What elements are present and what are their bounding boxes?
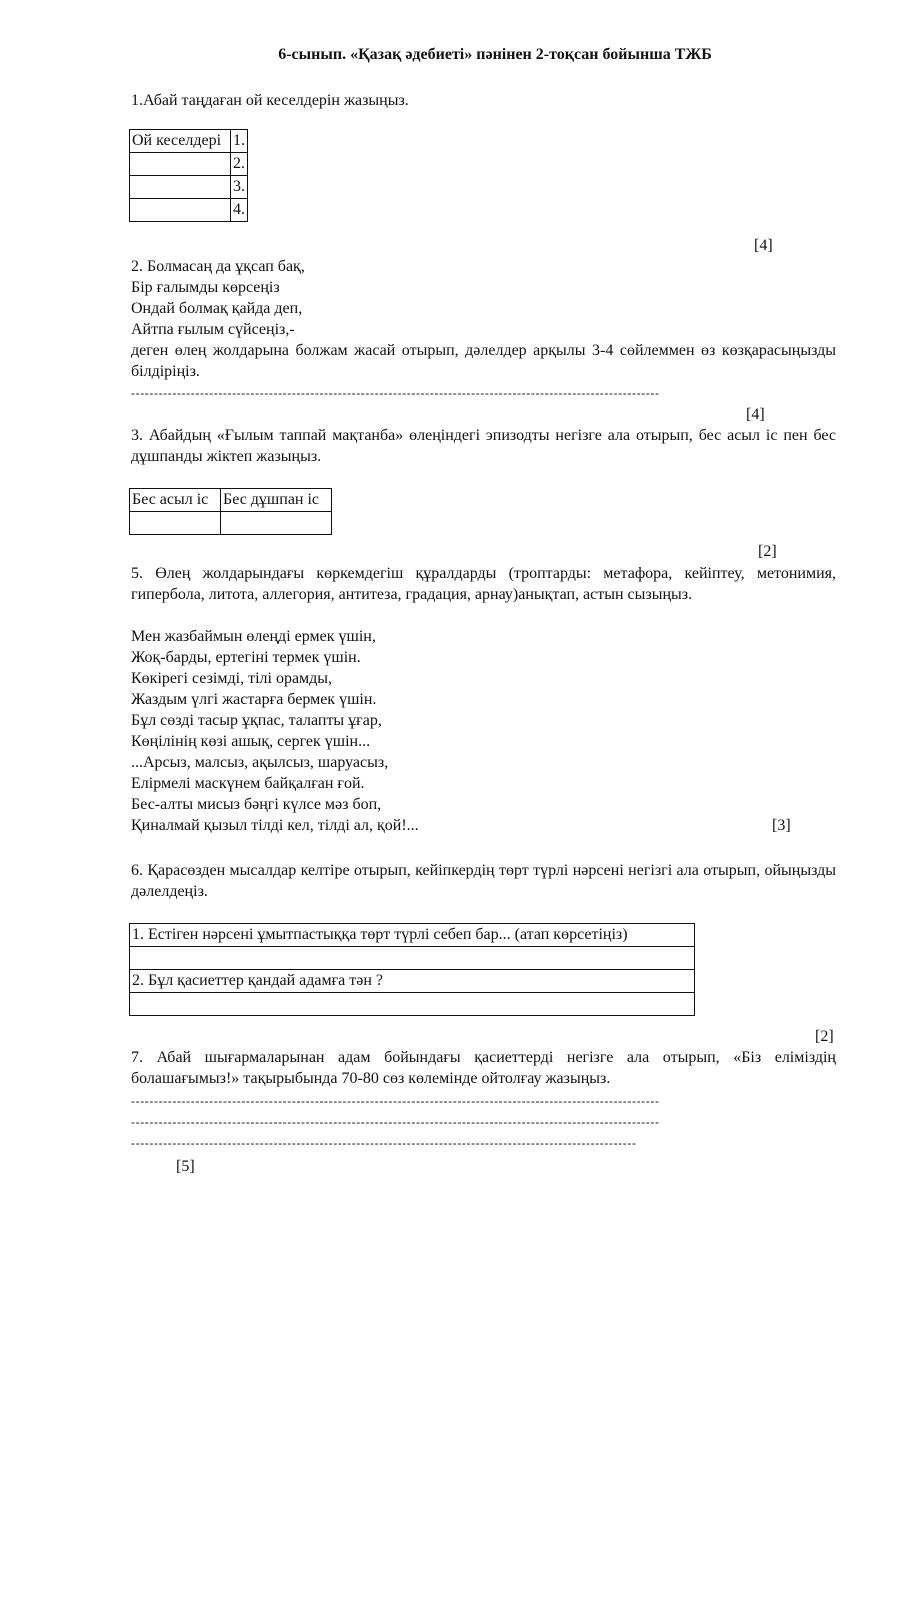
q2-instruction: деген өлең жолдарына болжам жасай отырып, дәлелдер арқылы 3-4 сөйлеммен өз көзқарасыңызды білдіріңіз. bbox=[131, 342, 836, 380]
q1-answer-cell[interactable] bbox=[130, 199, 231, 222]
q6-answer-cell[interactable] bbox=[130, 947, 695, 970]
q3-col1-header: Бес асыл іс bbox=[130, 489, 221, 512]
q2-poem-line: Ондай болмақ қайда деп, bbox=[131, 300, 303, 317]
q6-answer-cell[interactable] bbox=[130, 993, 695, 1016]
q5-poem-line: Жаздым үлгі жастарға бермек үшін. bbox=[131, 691, 377, 708]
q5-poem-line: Мен жазбаймын өлеңді ермек үшін, bbox=[131, 628, 376, 645]
q1-answer-cell[interactable] bbox=[130, 176, 231, 199]
q7-answer-line[interactable]: -------------------------------------------------------------------------------------------------------------- bbox=[131, 1136, 637, 1150]
q2-score: [4] bbox=[746, 406, 765, 423]
q6-prompt-row: 1. Естіген нәрсені ұмытпастыққа төрт түрлі себеп бар... (атап көрсетіңіз) bbox=[130, 924, 695, 947]
q5-poem-line: Бес-алты мисыз бәңгі күлсе мәз боп, bbox=[131, 796, 382, 813]
page-title: 6-сынып. «Қазақ әдебиеті» пәнінен 2-тоқсан бойынша ТЖБ bbox=[278, 46, 712, 63]
q5-poem-line: Көкірегі сезімді, тілі орамды, bbox=[131, 670, 333, 687]
q3-answer-cell[interactable] bbox=[221, 512, 332, 535]
q6-score: [2] bbox=[815, 1028, 834, 1045]
q1-text: 1.Абай таңдаған ой кеселдерін жазыңыз. bbox=[131, 92, 409, 109]
q5-poem-line: Қиналмай қызыл тілді кел, тілді ал, қой!... bbox=[131, 817, 419, 834]
q5-score: [3] bbox=[772, 817, 791, 834]
q1-table-header: Ой кеселдері bbox=[130, 130, 231, 153]
q1-row-number: 4. bbox=[231, 199, 248, 222]
q6-prompt-row: 2. Бұл қасиеттер қандай адамға тән ? bbox=[130, 970, 695, 993]
q6-table bbox=[129, 923, 695, 1016]
q1-row-number: 3. bbox=[231, 176, 248, 199]
q2-poem-line: Айтпа ғылым сүйсеңіз,- bbox=[131, 321, 295, 338]
q1-table bbox=[129, 129, 248, 222]
q7-answer-line[interactable]: ------------------------------------------------------------------------------------------------------------------- bbox=[131, 1115, 660, 1129]
q2-poem-line: Бір ғалымды көрсеңіз bbox=[131, 279, 280, 296]
q3-score: [2] bbox=[758, 543, 777, 560]
q3-text: 3. Абайдың «Ғылым таппай мақтанба» өлеңіндегі эпизодты негізге ала отырып, бес асыл іс пен бес дұшпанды жіктеп жазыңыз. bbox=[131, 427, 836, 465]
q7-answer-line[interactable]: ------------------------------------------------------------------------------------------------------------------- bbox=[131, 1094, 660, 1108]
q5-poem-line: Бұл сөзді тасыр ұқпас, талапты ұғар, bbox=[131, 712, 382, 729]
q1-row-number: 1. bbox=[231, 130, 248, 153]
q1-score: [4] bbox=[754, 237, 773, 254]
q6-text: 6. Қарасөзден мысалдар келтіре отырып, кейіпкердің төрт түрлі нәрсені негізгі ала отырып, ойыңызды дәлелдеңіз. bbox=[131, 862, 836, 900]
q5-poem-line: Елірмелі маскүнем байқалған ғой. bbox=[131, 775, 365, 792]
q2-answer-line[interactable]: ------------------------------------------------------------------------------------------------------------------- bbox=[131, 386, 660, 400]
q7-score: [5] bbox=[176, 1158, 195, 1175]
q5-text: 5. Өлең жолдарындағы көркемдегіш құралдарды (троптарды: метафора, кейіптеу, метонимия, гипербола, литота, аллегория, антитеза, градация, арнау)анықтап, астын сызыңыз. bbox=[131, 565, 836, 603]
q5-poem-line: Жоқ-барды, ертегіні термек үшін. bbox=[131, 649, 361, 666]
q2-poem-line: 2. Болмасаң да ұқсап бақ, bbox=[131, 258, 305, 275]
q3-answer-cell[interactable] bbox=[130, 512, 221, 535]
q3-col2-header: Бес дұшпан іс bbox=[221, 489, 332, 512]
q5-poem-line: Көңілінің көзі ашық, сергек үшін... bbox=[131, 733, 371, 750]
q3-table bbox=[129, 488, 332, 535]
q5-poem-line: ...Арсыз, малсыз, ақылсыз, шаруасыз, bbox=[131, 754, 389, 771]
q7-text: 7. Абай шығармаларынан адам бойындағы қасиеттерді негізге ала отырып, «Біз еліміздің болашағымыз!» тақырыбында 70-80 сөз көлемінде ойтолғау жазыңыз. bbox=[131, 1049, 836, 1087]
q1-row-number: 2. bbox=[231, 153, 248, 176]
q1-answer-cell[interactable] bbox=[130, 153, 231, 176]
